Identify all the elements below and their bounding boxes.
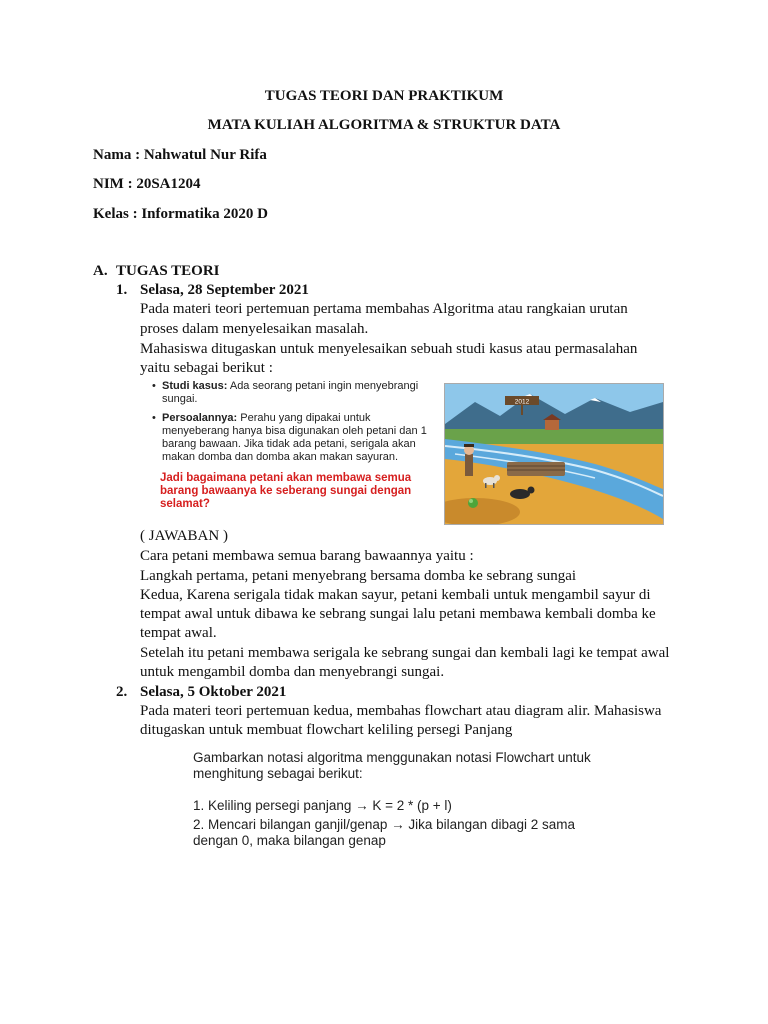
wolf [510, 489, 530, 499]
case-study-text: Ada seorang petani ingin menyebrangi sungai. [162, 380, 419, 405]
answer-line-7: untuk mengambil domba dan menyebrangi sungai. [140, 664, 445, 680]
answer-line-1: Cara petani membawa semua barang bawaannya yaitu : [140, 548, 474, 564]
task-2-number: 2. [116, 684, 128, 700]
task-1-number: 1. [116, 282, 128, 298]
task-2-date: Selasa, 5 Oktober 2021 [140, 684, 287, 700]
answer-line-3: Kedua, Karena serigala tidak makan sayur, petani kembali untuk mengambil sayur di [140, 587, 651, 603]
answer-line-4: tempat awal untuk dibawa ke sebrang sungai lalu petani membawa kembali domba ke [140, 606, 656, 622]
flowchart-task-box [193, 750, 663, 849]
answer-line-2: Langkah pertama, petani menyebrang bersama domba ke sebrang sungai [140, 568, 577, 584]
case-question: Jadi bagaimana petani akan membawa semua barang bawaanya ke seberang sungai dengan selamat? [160, 472, 412, 510]
case-study-label: Studi kasus: [162, 380, 228, 392]
title-line-2: MATA KULIAH ALGORITMA & STRUKTUR DATA [207, 117, 561, 133]
river-crossing-illustration [444, 383, 664, 525]
case-problem-label: Persoalannya: [162, 412, 238, 424]
student-name: Nama : Nahwatul Nur Rifa [93, 147, 267, 163]
flowchart-intro-line-1: Gambarkan notasi algoritma menggunakan notasi Flowchart untuk [193, 750, 591, 765]
task-1-para-1-line-2: proses dalam menyelesaikan masalah. [140, 321, 369, 337]
task-1-date: Selasa, 28 September 2021 [140, 282, 309, 298]
task-1-para-2-line-1: Mahasiswa ditugaskan untuk menyelesaikan sebuah studi kasus atau permasalahan [140, 341, 638, 357]
answer-line-6: Setelah itu petani membawa serigala ke sebrang sungai dan kembali lagi ke tempat awal [140, 645, 670, 661]
answer-label: ( JAWABAN ) [140, 528, 228, 544]
task-2-line-2: ditugaskan untuk membuat flowchart keliling persegi Panjang [140, 722, 513, 738]
flowchart-intro-line-2: menghitung sebagai berikut: [193, 766, 363, 781]
flowchart-item-2a: 2. Mencari bilangan ganjil/genap → Jika bilangan dibagi 2 sama [193, 817, 575, 832]
title-line-1: TUGAS TEORI DAN PRAKTIKUM [264, 88, 504, 104]
student-nim: NIM : 20SA1204 [93, 176, 201, 192]
section-a-marker: A. [93, 263, 108, 279]
student-class: Kelas : Informatika 2020 D [93, 206, 268, 222]
case-study-item [150, 380, 440, 406]
task-1-para-2-line-2: yaitu sebagai berikut : [140, 360, 273, 376]
flowchart-item-2b: dengan 0, maka bilangan genap [193, 833, 386, 848]
farmer [465, 454, 473, 476]
flowchart-item-1: 1. Keliling persegi panjang → K = 2 * (p + l) [193, 798, 452, 813]
task-1-para-1-line-1: Pada materi teori pertemuan pertama membahas Algoritma atau rangkaian urutan [140, 301, 628, 317]
answer-line-5: tempat awal. [140, 625, 217, 641]
section-a-heading: TUGAS TEORI [116, 263, 220, 279]
cabbage [468, 498, 478, 508]
task-2-line-1: Pada materi teori pertemuan kedua, membahas flowchart atau diagram alir. Mahasiswa [140, 703, 662, 719]
raft [507, 462, 565, 476]
case-problem-item [150, 412, 440, 464]
case-study-box [150, 380, 440, 511]
case-problem-text: Perahu yang dipakai untuk menyeberang hanya bisa digunakan oleh petani dan 1 barang bawaan. Jika tidak ada petani, serigala akan makan domba dan domba akan makan sayuran. [162, 412, 427, 463]
sign-text: 2012 [514, 398, 530, 406]
